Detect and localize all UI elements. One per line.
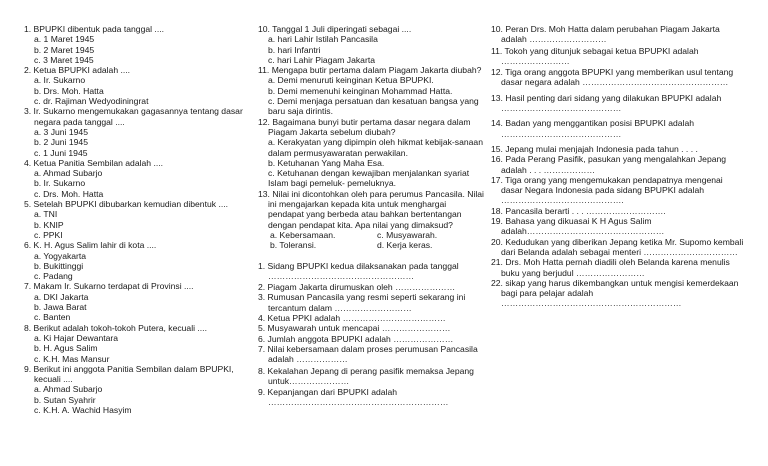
- option-b: b. Sutan Syahrir: [34, 394, 96, 405]
- question-4: [24, 158, 246, 199]
- essay-text: 19. Bahasa yang dikuasai K H Agus Salim adalah…………………………………………: [491, 216, 665, 237]
- option-b: b. Drs. Moh. Hatta: [34, 85, 104, 96]
- column-1: [24, 24, 246, 415]
- question-stem: 5. Setelah BPUPKI dibubarkan kemudian dibentuk ....: [24, 199, 228, 210]
- question-1: [24, 24, 246, 65]
- question-5: [24, 199, 246, 240]
- essay-22: [491, 278, 746, 309]
- option-c: c. Musyawarah.: [377, 229, 438, 240]
- option-b: b. Ir. Sukarno: [34, 178, 86, 189]
- essay-3: [258, 292, 484, 313]
- column-3: [491, 24, 746, 309]
- essay-15: [491, 144, 746, 154]
- option-a: a. 1 Maret 1945: [34, 34, 95, 45]
- essay-text: 13. Hasil penting dari sidang yang dilakukan BPUPKI adalah ……………………………………: [491, 92, 722, 114]
- question-stem: 7. Makam Ir. Sukarno terdapat di Provinsi ....: [24, 281, 194, 292]
- option-c: c. Drs. Moh. Hatta: [34, 188, 104, 199]
- column-2: [258, 24, 484, 408]
- option-b: b. H. Agus Salim: [34, 343, 98, 354]
- essay-text: 4. Ketua PPKI adalah ………………………………: [258, 313, 446, 324]
- option-row: [258, 230, 484, 240]
- option-a: a. Ir. Sukarno: [34, 75, 86, 86]
- essay-12: [491, 67, 746, 88]
- option-c: c. 1 Juni 1945: [34, 147, 88, 158]
- option-a: a. 3 Juni 1945: [34, 126, 88, 137]
- option-a: a. DKI Jakarta: [34, 291, 89, 302]
- question-12: [258, 117, 484, 189]
- option-a: a. hari Lahir Istilah Pancasila: [268, 34, 378, 45]
- essay-text: 1. Sidang BPUPKI kedua dilaksanakan pada tanggal ……………………………………………: [258, 260, 459, 281]
- essay-13: [491, 93, 746, 114]
- question-11: [258, 65, 484, 116]
- essay-21: [491, 257, 746, 278]
- essay-8: [258, 366, 484, 387]
- option-b: b. Demi memenuhi keinginan Mohammad Hatta.: [268, 85, 453, 96]
- essay-text: 18. Pancasila berarti . . . ……………………….: [491, 205, 666, 216]
- essay-2: [258, 282, 484, 292]
- question-3: [24, 106, 246, 157]
- option-c: c. Demi menjaga persatuan dan kesatuan bangsa yang baru saja dirintis.: [268, 96, 479, 117]
- essay-text: 7. Nilai kebersamaan dalam proses perumusan Pancasila adalah ………………: [258, 343, 478, 365]
- option-b: b. Jawa Barat: [34, 302, 87, 313]
- essay-19: [491, 216, 746, 237]
- option-a: a. Kerakyatan yang dipimpin oleh hikmat kebijak-sanaan dalam permusyawaratan perwakilan.: [268, 137, 483, 158]
- question-8: [24, 323, 246, 364]
- option-c: c. K.H. Mas Mansur: [34, 353, 110, 364]
- question-13: [258, 189, 484, 251]
- option-c: c. dr. Rajiman Wedyodiningrat: [34, 96, 149, 107]
- question-stem: 12. Bagaimana bunyi butir pertama dasar negara dalam Piagam Jakarta sebelum diubah?: [258, 116, 471, 137]
- option-row: [258, 240, 484, 250]
- question-2: [24, 65, 246, 106]
- essay-text: 22. sikap yang harus dikembangkan untuk mengisi kemerdekaan bagi para pelajar adalah ………………………………………………………: [491, 277, 739, 309]
- question-stem: 8. Berikut adalah tokoh-tokoh Putera, kecuali ....: [24, 322, 207, 333]
- option-a: a. Ahmad Subarjo: [34, 168, 103, 179]
- question-stem: 10. Tanggal 1 Juli diperingati sebagai ....: [258, 24, 412, 34]
- option-b: b. KNIP: [34, 219, 64, 230]
- option-c: c. Ketuhanan dengan kewajiban menjalankan syariat Islam bagi pemeluk- pemeluknya.: [268, 168, 470, 189]
- essay-18: [491, 206, 746, 216]
- question-stem: 9. Berikut ini anggota Panitia Sembilan dalam BPUPKI, kecuali ....: [24, 363, 234, 385]
- question-9: [24, 364, 246, 415]
- question-stem: 13. Nilai ini dicontohkan oleh para perumus Pancasila. Nilai ini mengajarkan kepada kita untuk menghargai pendapat yang berbeda atau bahkan bertentangan dengan pendapat kita. Apa nilai yang dimaksud?: [258, 188, 484, 230]
- question-stem: 1. BPUPKI dibentuk pada tanggal ....: [24, 24, 164, 34]
- essay-text: 16. Pada Perang Pasifik, pasukan yang mengalahkan Jepang adalah . . . ………………: [491, 154, 727, 175]
- essay-9: [258, 387, 484, 408]
- essay-16: [491, 154, 746, 175]
- essay-5: [258, 323, 484, 333]
- question-stem: 6. K. H. Agus Salim lahir di kota ....: [24, 240, 157, 251]
- essay-text: 3. Rumusan Pancasila yang resmi seperti sekarang ini tercantum dalam ………………………: [258, 292, 466, 313]
- option-b: b. 2 Juni 1945: [34, 137, 88, 148]
- question-6: [24, 240, 246, 281]
- essay-20: [491, 237, 746, 258]
- essay-text: 15. Jepang mulai menjajah Indonesia pada tahun . . . .: [491, 143, 698, 154]
- option-d: d. Kerja keras.: [377, 240, 433, 251]
- option-c: c. K.H. A. Wachid Hasyim: [34, 404, 132, 415]
- question-stem: 2. Ketua BPUPKI adalah ....: [24, 65, 131, 76]
- option-b: b. Toleransi.: [270, 240, 317, 251]
- option-a: a. Yogyakarta: [34, 250, 87, 261]
- question-10: [258, 24, 484, 65]
- essay-text: 8. Kekalahan Jepang di perang pasifik memaksa Jepang untuk…………………: [258, 365, 474, 386]
- option-a: a. Ki Hajar Dewantara: [34, 332, 119, 343]
- essay-17: [491, 175, 746, 206]
- essay-text: 9. Kepanjangan dari BPUPKI adalah ………………………………………………………: [258, 387, 449, 408]
- question-stem: 3. Ir. Sukarno mengemukakan gagasannya tentang dasar negara pada tanggal ....: [24, 106, 243, 127]
- question-stem: 11. Mengapa butir pertama dalam Piagam Jakarta diubah?: [258, 65, 482, 76]
- essay-text: 14. Badan yang menggantikan posisi BPUPKI adalah ……………………………………: [491, 118, 695, 139]
- option-a: a. Kebersamaan.: [270, 229, 336, 240]
- essay-11: [491, 46, 746, 67]
- option-a: a. Ahmad Subarjo: [34, 384, 103, 395]
- essay-text: 10. Peran Drs. Moh Hatta dalam perubahan Piagam Jakarta adalah ………………………: [491, 24, 720, 45]
- essay-10: [491, 24, 746, 45]
- option-b: b. Ketuhanan Yang Maha Esa.: [268, 157, 385, 168]
- option-b: b. hari Infantri: [268, 44, 321, 55]
- essay-text: 17. Tiga orang yang mengemukakan pendapatnya mengenai dasar Negara Indonesia pada sidang BPUPKI adalah …………………………………….: [491, 174, 723, 206]
- option-c: c. Banten: [34, 312, 71, 323]
- essay-text: 20. Kedudukan yang diberikan Jepang ketika Mr. Supomo kembali dari Belanda adalah sebagai menteri ……………………………: [491, 236, 744, 257]
- option-b: b. Bukittinggi: [34, 260, 84, 271]
- essay-text: 12. Tiga orang anggota BPUPKI yang memberikan usul tentang dasar negara adalah ……………………………………………: [491, 67, 734, 88]
- essay-6: [258, 334, 484, 344]
- essay-7: [258, 344, 484, 365]
- question-stem: 4. Ketua Panitia Sembilan adalah ....: [24, 157, 164, 168]
- option-b: b. 2 Maret 1945: [34, 44, 95, 55]
- essay-text: 5. Musyawarah untuk mencapai ……………………: [258, 323, 451, 334]
- option-a: a. TNI: [34, 209, 58, 220]
- option-c: c. hari Lahir Piagam Jakarta: [268, 54, 375, 65]
- question-7: [24, 281, 246, 322]
- essay-text: 21. Drs. Moh Hatta pernah diadili oleh Belanda karena menulis buku yang berjudul ……………………: [491, 257, 730, 278]
- essay-4: [258, 313, 484, 323]
- essay-text: 11. Tokoh yang ditunjuk sebagai ketua BPUPKI adalah ……………………: [491, 45, 699, 66]
- essay-1: [258, 261, 484, 282]
- option-c: c. Padang: [34, 271, 73, 282]
- essay-text: 2. Piagam Jakarta dirumuskan oleh …………………: [258, 282, 456, 293]
- essay-14: [491, 118, 746, 139]
- option-c: c. 3 Maret 1945: [34, 54, 94, 65]
- option-a: a. Demi menuruti keinginan Ketua BPUPKI.: [268, 75, 434, 86]
- essay-text: 6. Jumlah anggota BPUPKI adalah …………………: [258, 333, 454, 344]
- option-c: c. PPKI: [34, 229, 63, 240]
- section-gap: [258, 251, 484, 261]
